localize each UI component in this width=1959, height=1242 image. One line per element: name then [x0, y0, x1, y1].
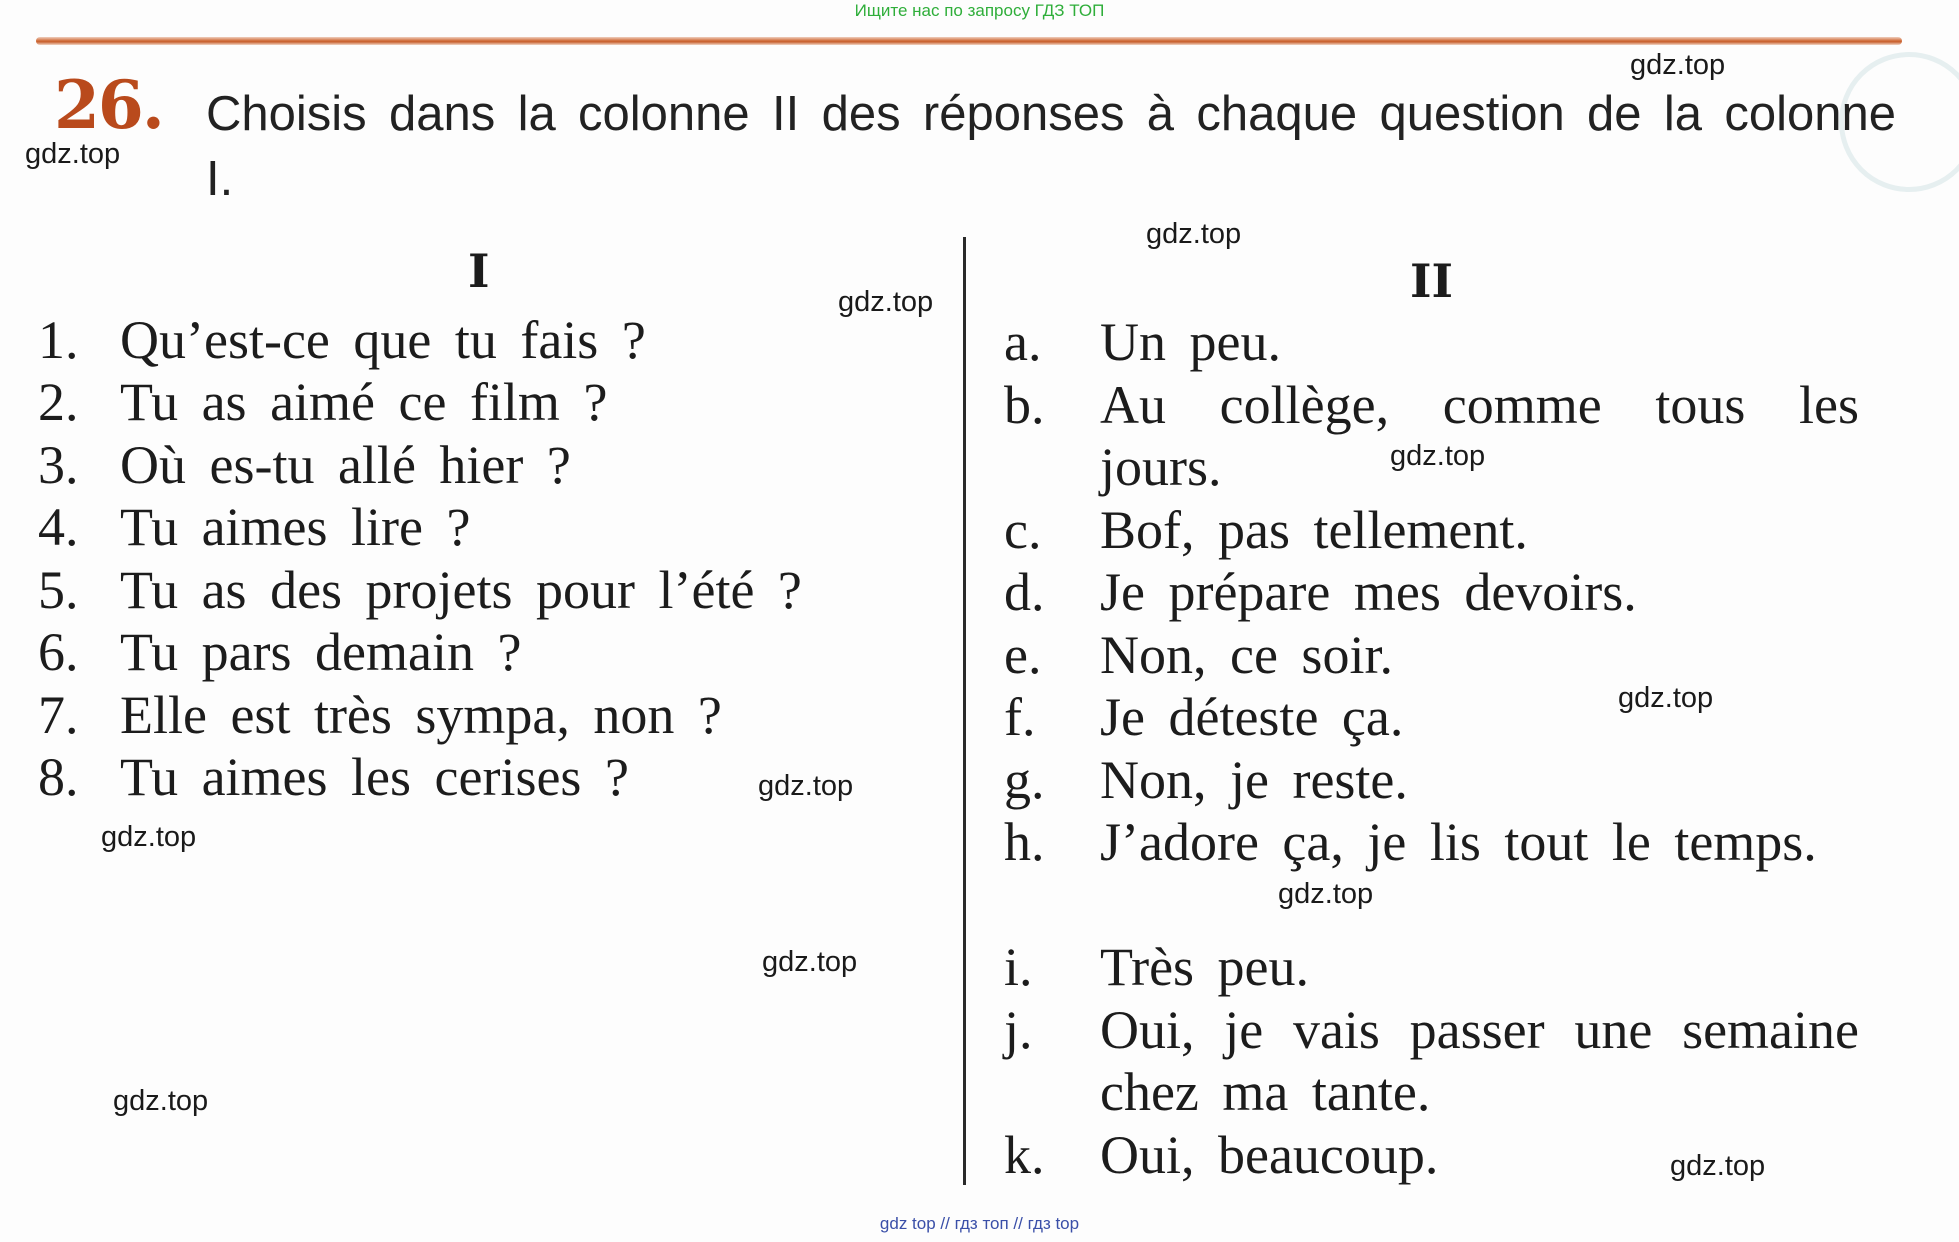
answer-text: Non, je reste. [1100, 750, 1408, 810]
watermark: gdz.top [758, 770, 854, 802]
answer-letter: f. [1004, 687, 1036, 747]
watermark: gdz.top [1670, 1150, 1766, 1182]
answer-letter: a. [1004, 312, 1042, 372]
question-number: 1. [38, 310, 79, 370]
answer-letter: h. [1004, 812, 1045, 872]
answer-letter: b. [1004, 375, 1045, 435]
footer-links[interactable]: gdz top // гдз топ // гдз top [879, 1214, 1080, 1233]
exercise-number-digits: 26 [54, 66, 142, 144]
watermark: gdz.top [1278, 878, 1374, 910]
answer-text: Bof, pas tellement. [1100, 500, 1528, 560]
answer-item [1004, 811, 1859, 873]
question-text: Tu aimes lire ? [120, 497, 471, 557]
answer-text: Très peu. [1100, 937, 1310, 997]
question-text: Tu aimes les cerises ? [120, 747, 629, 807]
question-item [38, 496, 938, 558]
question-item [38, 684, 938, 746]
watermark: gdz.top [762, 946, 858, 978]
answer-text: Oui, beaucoup. [1100, 1125, 1439, 1185]
answer-item [1004, 499, 1859, 561]
question-item [38, 621, 938, 683]
answer-text: Je déteste ça. [1100, 687, 1404, 747]
question-item [38, 559, 938, 621]
watermark: gdz.top [1390, 440, 1486, 472]
answer-text: Je prépare mes devoirs. [1100, 562, 1637, 622]
watermark: gdz.top [838, 286, 934, 318]
question-item [38, 434, 938, 496]
question-text: Qu’est-ce que tu fais ? [120, 310, 646, 370]
watermark: gdz.top [1618, 682, 1714, 714]
answer-item [1004, 936, 1859, 998]
column-one-heading: I [468, 244, 490, 298]
question-item [38, 371, 938, 433]
answer-item [1004, 561, 1859, 623]
watermark: gdz.top [101, 821, 197, 853]
question-number: 3. [38, 435, 79, 495]
question-number: 7. [38, 685, 79, 745]
answer-letter: k. [1004, 1125, 1045, 1185]
question-text: Tu as aimé ce film ? [120, 372, 608, 432]
answer-text: Non, ce soir. [1100, 625, 1393, 685]
question-number: 2. [38, 372, 79, 432]
exercise-instruction: Choisis dans la colonne II des réponses à chaque question de la colonne I. [206, 87, 1896, 206]
column-divider [963, 237, 966, 1185]
exercise-number-dot: . [141, 66, 163, 144]
watermark: gdz.top [1146, 218, 1242, 250]
answer-item [1004, 686, 1859, 748]
answer-item [1004, 311, 1859, 373]
answer-letter: i. [1004, 937, 1033, 997]
question-number: 5. [38, 560, 79, 620]
answer-letter: d. [1004, 562, 1045, 622]
answer-text: Un peu. [1100, 312, 1281, 372]
answer-item [1004, 624, 1859, 686]
question-text: Tu as des projets pour l’été ? [120, 560, 802, 620]
question-item [38, 309, 938, 371]
watermark: gdz.top [25, 138, 121, 170]
top-notice[interactable]: Ищите нас по запросу ГДЗ ТОП [854, 1, 1105, 20]
answer-letter: c. [1004, 500, 1042, 560]
answer-letter: e. [1004, 625, 1042, 685]
question-number: 6. [38, 622, 79, 682]
question-number: 4. [38, 497, 79, 557]
answer-letter: j. [1004, 1000, 1033, 1060]
question-text: Où es-tu allé hier ? [120, 435, 571, 495]
answer-item [1004, 374, 1859, 498]
watermark: gdz.top [113, 1085, 209, 1117]
answer-item [1004, 999, 1859, 1123]
question-text: Elle est très sympa, non ? [120, 685, 722, 745]
column-two-heading: II [1410, 254, 1454, 308]
answer-item [1004, 749, 1859, 811]
answer-text: Oui, je vais passer une semaine chez ma tante. [1100, 1000, 1859, 1122]
decorative-line [36, 37, 1902, 45]
question-text: Tu pars demain ? [120, 622, 522, 682]
answer-text: Au collège, comme tous les jours. [1100, 375, 1859, 497]
answer-text: J’adore ça, je lis tout le temps. [1100, 812, 1817, 872]
exercise-number [54, 66, 163, 144]
question-number: 8. [38, 747, 79, 807]
watermark: gdz.top [1630, 49, 1726, 81]
answer-letter: g. [1004, 750, 1045, 810]
